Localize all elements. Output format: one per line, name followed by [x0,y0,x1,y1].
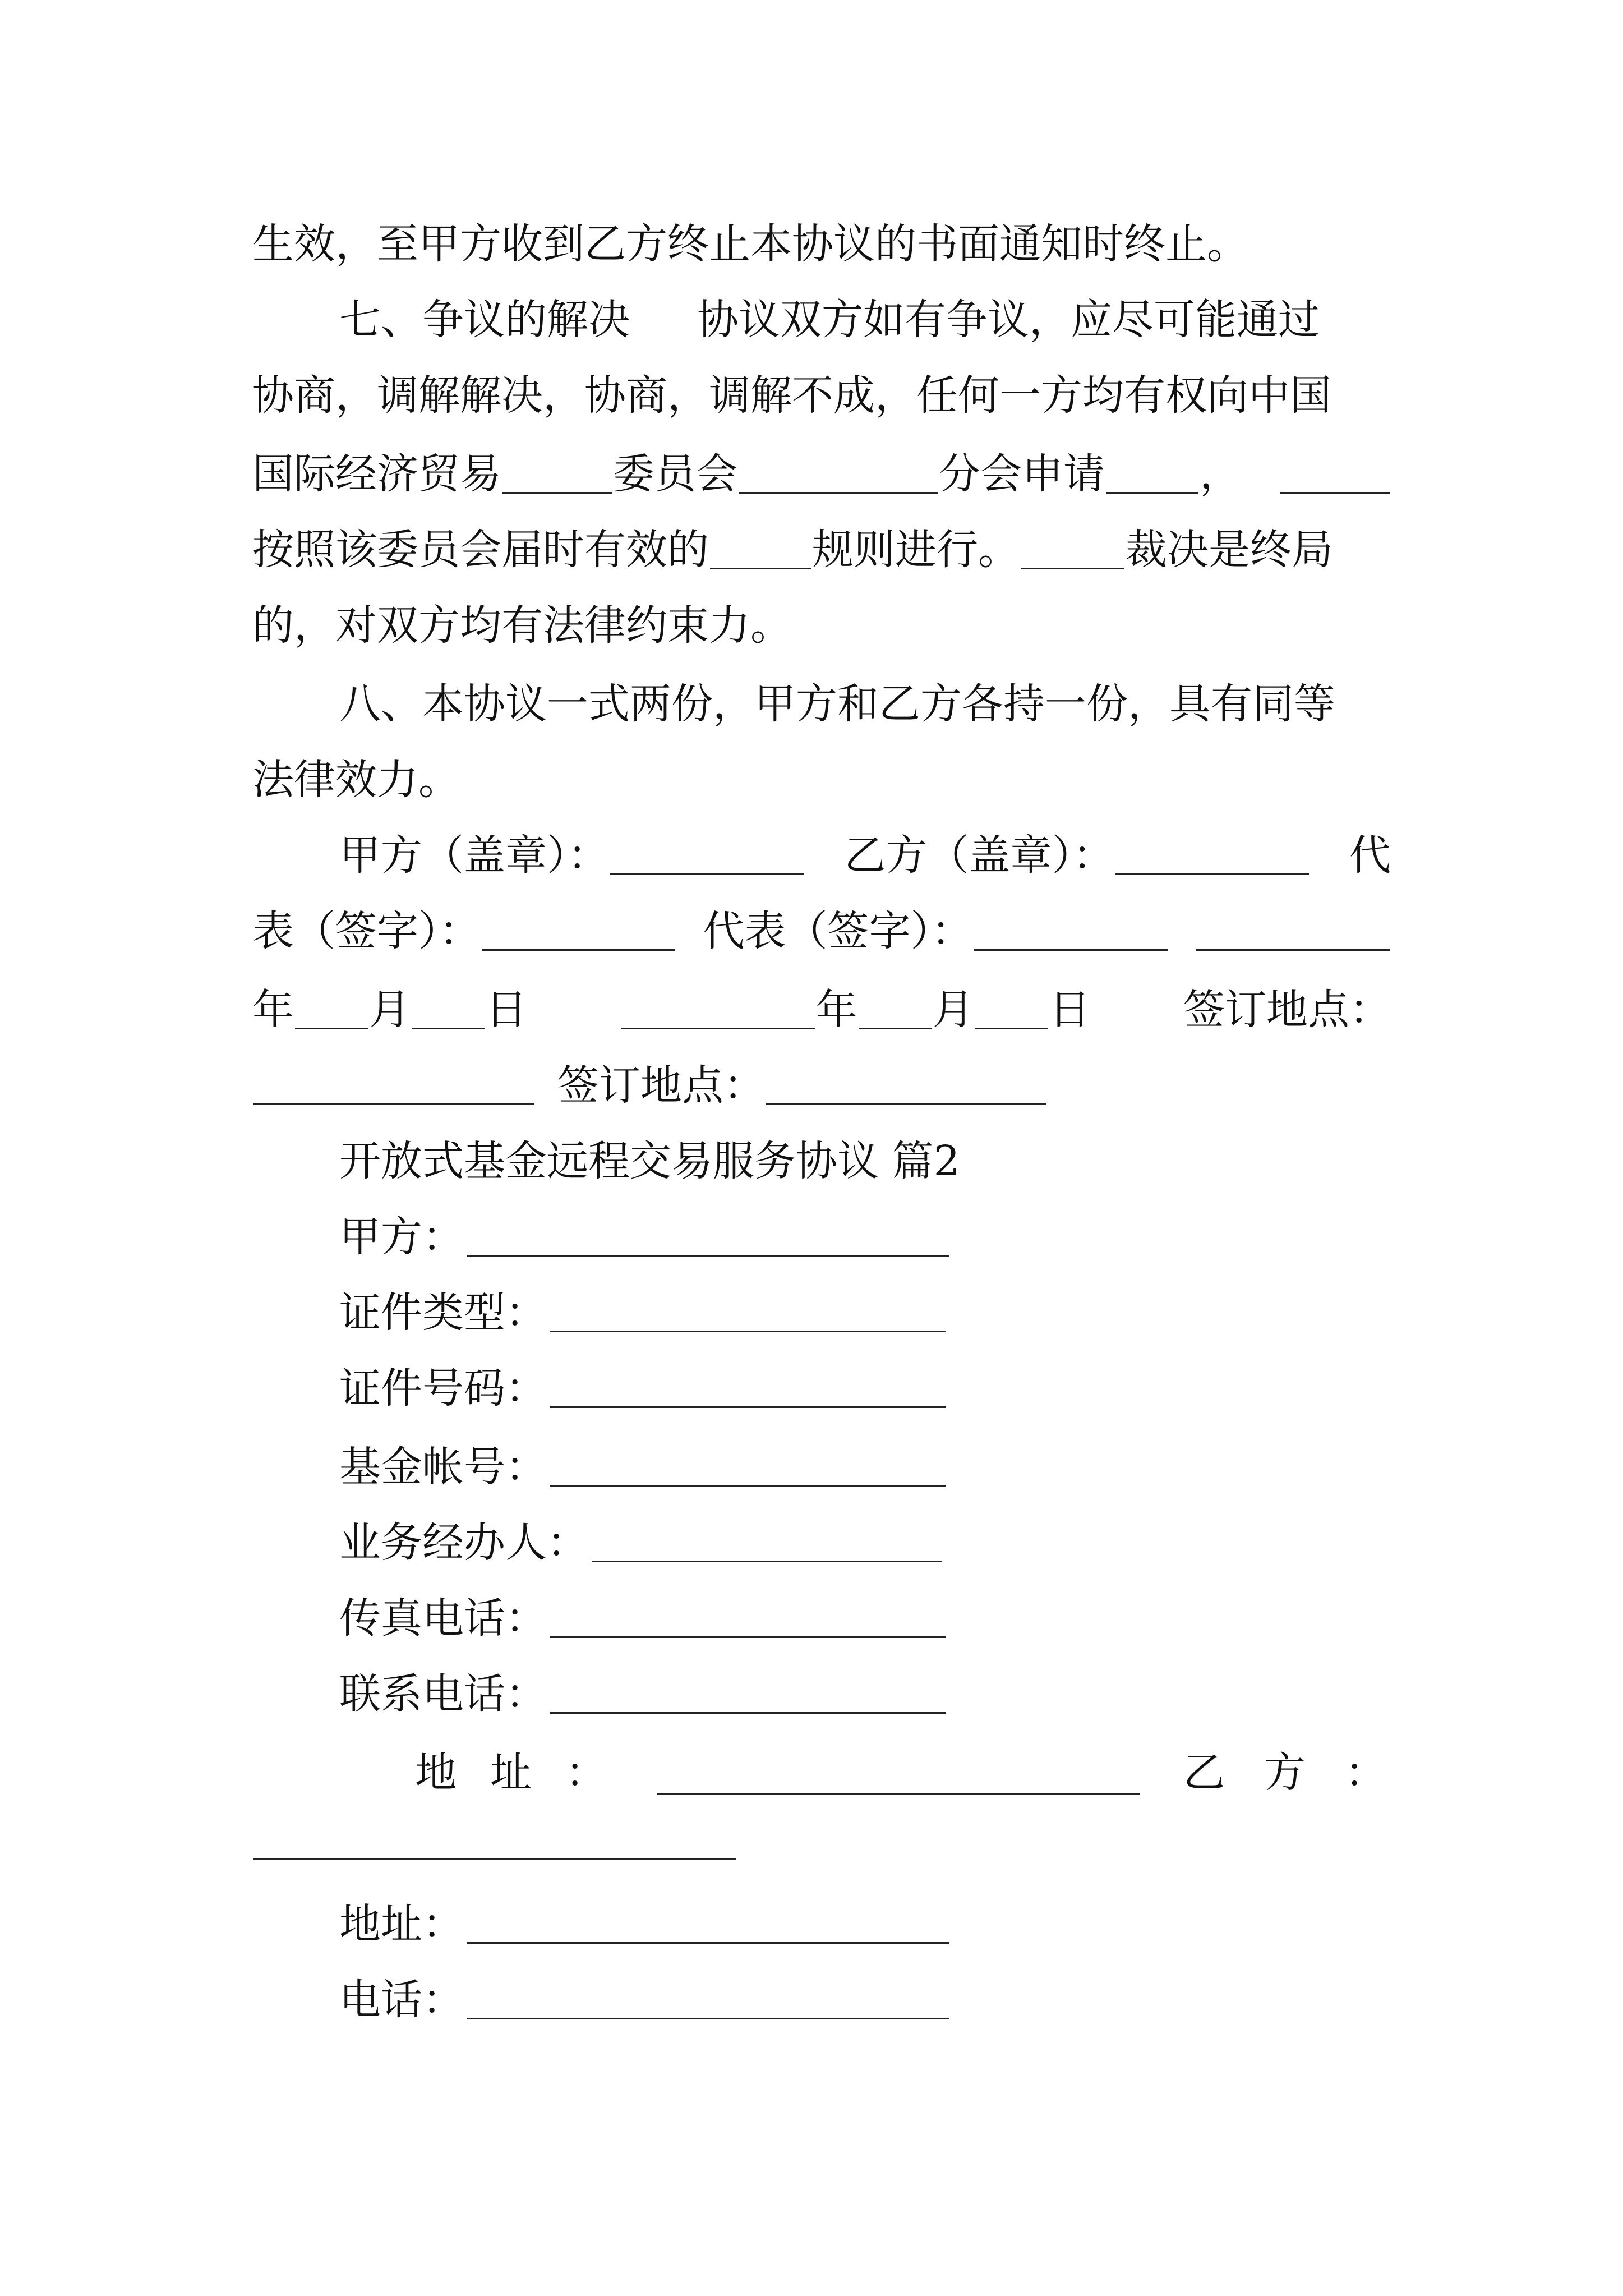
year-label: 年 [815,986,857,1034]
month-field[interactable] [295,991,368,1029]
field-label: 证件号码： [339,1364,547,1412]
year-field[interactable] [621,991,815,1029]
text: 国际经济贸易 [252,450,501,498]
blank-field[interactable] [1196,912,1390,951]
field-label: 基金帐号： [339,1443,547,1491]
signing-place-label: 签订地点： [1183,986,1391,1034]
rep-sign-label: 代表（签字）： [703,907,973,955]
id-number-input[interactable] [550,1369,946,1408]
form-field-telephone [339,1966,1391,2033]
party-b-line [252,1812,1391,1879]
place-line [252,1052,1391,1119]
party-b-input[interactable] [253,1821,736,1860]
blank-field[interactable] [1280,455,1390,494]
month-label: 月 [369,986,411,1034]
text: 按照该委员会届时有效的 [252,526,709,574]
text: 协议双方如有争议，应尽可能通过 [697,296,1320,344]
form-field-phone [339,1660,1391,1728]
blank-field[interactable] [502,455,612,494]
text: 委员会 [613,450,737,498]
telephone-input[interactable] [467,1981,949,2019]
date-line [252,976,1391,1043]
month-field[interactable] [859,991,932,1029]
party-a-seal-field[interactable] [610,836,804,875]
party-b-char: 乙 [1183,1749,1225,1797]
signature-line [339,822,1391,889]
paragraph-line [339,670,1391,738]
paragraph-line [252,592,1391,659]
text: 规则进行。 [812,526,1020,574]
blank-field[interactable] [1106,455,1198,494]
party-a-input[interactable] [467,1218,949,1257]
party-b-seal-label: 乙方（盖章）： [844,831,1114,880]
form-field-id-number [339,1355,1391,1422]
form-field-id-type [339,1279,1391,1346]
text: 分会申请 [939,450,1105,498]
fund-account-input[interactable] [550,1448,946,1487]
day-label: 日 [486,986,527,1034]
paragraph-line [252,362,1391,429]
form-field-party-a [339,1203,1391,1271]
text: 的，对双方均有法律约束力。 [252,601,792,650]
text: ， [1200,450,1241,498]
blank-field[interactable] [710,531,811,569]
heading-dispute: 七、争议的解决 [339,296,630,344]
address-char: 址 [490,1749,532,1797]
rep-sign-field[interactable] [482,912,675,951]
field-label: 传真电话： [339,1594,547,1642]
text: 生效，至甲方收到乙方终止本协议的书面通知时终止。 [252,220,1248,268]
party-b-char: 方 [1264,1749,1306,1797]
text: 法律效力。 [252,756,460,804]
form-field-handler [339,1509,1391,1576]
rep-sign-field[interactable] [974,912,1168,951]
field-label: 电话： [339,1976,464,2024]
month-label: 月 [932,986,974,1034]
paragraph-line [252,516,1391,583]
party-b-char: ： [1345,1749,1386,1797]
form-field-fax [339,1585,1391,1652]
year-label: 年 [252,986,294,1034]
party-b-seal-field[interactable] [1115,836,1309,875]
signing-place-field[interactable] [766,1066,1046,1105]
field-label: 联系电话： [339,1670,547,1718]
fax-input[interactable] [550,1599,946,1638]
address-char: 地 [415,1749,457,1797]
form-field-fund-account [339,1433,1391,1501]
party-a-seal-label: 甲方（盖章）： [339,831,609,880]
field-label: 地址： [339,1900,464,1948]
rep-sign-label: 表（签字）： [252,907,481,955]
section-title-text: 开放式基金远程交易服务协议 篇2 [339,1137,960,1185]
id-type-input[interactable] [550,1294,946,1332]
day-field[interactable] [975,991,1048,1029]
blank-field[interactable] [739,455,938,494]
text: 代 [1349,831,1391,880]
field-label: 业务经办人： [339,1519,588,1567]
signing-place-label: 签订地点： [557,1061,765,1110]
handler-input[interactable] [592,1524,942,1562]
signing-place-field[interactable] [253,1066,534,1105]
blank-field[interactable] [1021,531,1124,569]
signature-line [252,898,1391,965]
paragraph-line [252,440,1391,508]
paragraph-line [339,286,1391,353]
day-label: 日 [1049,986,1091,1034]
address-input-b[interactable] [467,1905,949,1944]
field-label: 证件类型： [339,1289,547,1337]
text: 协商，调解解决，协商，调解不成，任何一方均有权向中国 [252,371,1331,420]
text: 八、本协议一式两份，甲方和乙方各持一份，具有同等 [339,680,1335,728]
section-title [339,1128,1391,1195]
text: 裁决是终局 [1126,526,1333,574]
field-label: 甲方： [339,1213,464,1261]
form-field-address [339,1890,1391,1958]
phone-input[interactable] [550,1675,946,1714]
paragraph-line [252,210,1391,278]
address-char: ： [565,1749,607,1797]
paragraph-line [252,746,1391,813]
address-input[interactable] [657,1756,1140,1795]
day-field[interactable] [412,991,485,1029]
address-row [415,1739,1391,1806]
